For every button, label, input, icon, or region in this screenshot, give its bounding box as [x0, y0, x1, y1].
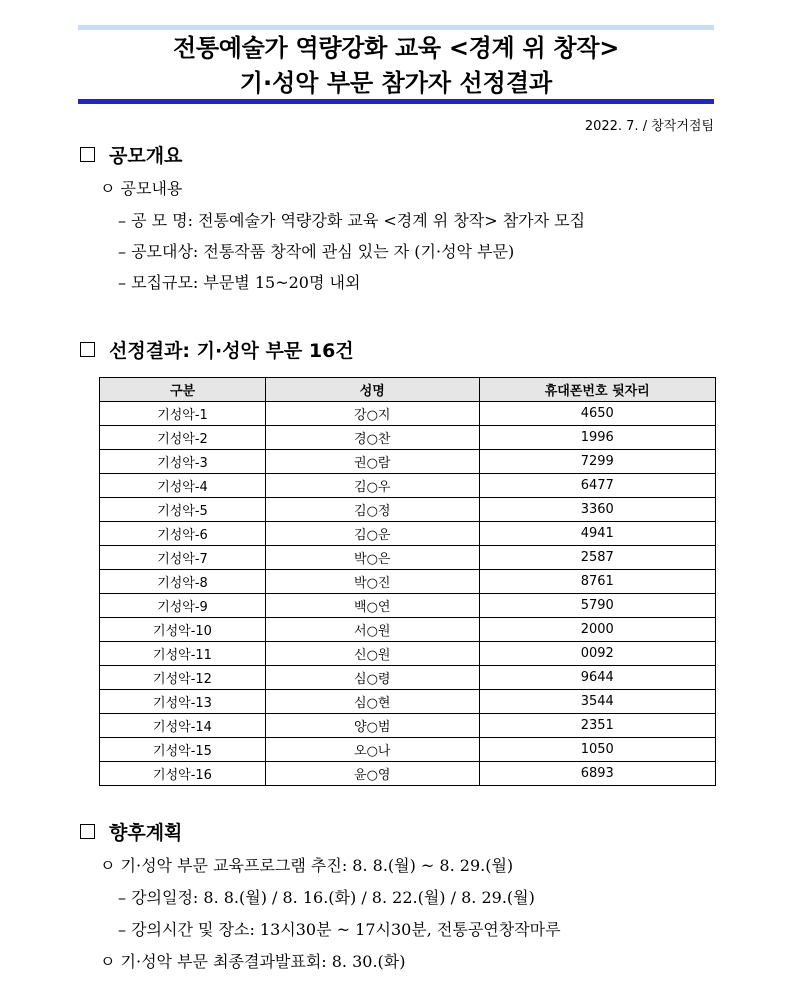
cell-phone: 2351	[479, 714, 715, 738]
cell-category: 기성악-12	[100, 666, 266, 690]
cell-category: 기성악-8	[100, 570, 266, 594]
cell-phone: 4650	[479, 402, 715, 426]
table-row	[100, 546, 716, 570]
table-row	[100, 714, 716, 738]
cell-phone: 2000	[479, 618, 715, 642]
cell-phone: 6477	[479, 474, 715, 498]
title-bottom-bar	[78, 99, 714, 104]
cell-phone: 3360	[479, 498, 715, 522]
cell-phone: 0092	[479, 642, 715, 666]
page-title-line1: 전통예술가 역량강화 교육 <경계 위 창작>	[172, 34, 620, 62]
cell-name: 권○람	[266, 450, 480, 474]
table-row	[100, 498, 716, 522]
table-row	[100, 690, 716, 714]
cell-category: 기성악-1	[100, 402, 266, 426]
cell-phone: 9644	[479, 666, 715, 690]
cell-category: 기성악-3	[100, 450, 266, 474]
plan-sub: ㅇ 기·성악 부문 최종결과발표회: 8. 30.(화)	[100, 952, 406, 971]
section-plan-text: 향후계획	[109, 822, 183, 844]
cell-category: 기성악-14	[100, 714, 266, 738]
table-row	[100, 402, 716, 426]
cell-name: 백○연	[266, 594, 480, 618]
cell-name: 박○은	[266, 546, 480, 570]
page-title-line2: 기·성악 부문 참가자 선정결과	[239, 69, 553, 97]
cell-category: 기성악-2	[100, 426, 266, 450]
table-row	[100, 642, 716, 666]
cell-phone: 2587	[479, 546, 715, 570]
checkbox-square-icon	[80, 342, 95, 357]
cell-category: 기성악-4	[100, 474, 266, 498]
cell-phone: 4941	[479, 522, 715, 546]
section-result-text: 선정결과: 기·성악 부문 16건	[109, 340, 354, 362]
header-phone: 휴대폰번호 뒷자리	[479, 378, 715, 402]
cell-category: 기성악-10	[100, 618, 266, 642]
overview-item: – 공 모 명: 전통예술가 역량강화 교육 <경계 위 창작> 참가자 모집	[118, 211, 586, 230]
cell-name: 심○현	[266, 690, 480, 714]
table-row	[100, 738, 716, 762]
cell-phone: 3544	[479, 690, 715, 714]
cell-phone: 6893	[479, 762, 715, 786]
plan-item: – 강의시간 및 장소: 13시30분 ~ 17시30분, 전통공연창작마루	[118, 920, 561, 939]
cell-phone: 1050	[479, 738, 715, 762]
cell-phone: 5790	[479, 594, 715, 618]
cell-category: 기성악-15	[100, 738, 266, 762]
table-row	[100, 474, 716, 498]
result-table	[99, 377, 716, 786]
cell-name: 김○정	[266, 498, 480, 522]
cell-name: 김○운	[266, 522, 480, 546]
cell-category: 기성악-9	[100, 594, 266, 618]
cell-phone: 7299	[479, 450, 715, 474]
overview-sub: ㅇ 공모내용	[100, 179, 183, 198]
cell-name: 경○찬	[266, 426, 480, 450]
table-row	[100, 666, 716, 690]
header-name: 성명	[266, 378, 480, 402]
table-row	[100, 450, 716, 474]
cell-name: 김○우	[266, 474, 480, 498]
checkbox-square-icon	[80, 824, 95, 839]
plan-item: – 강의일정: 8. 8.(월) / 8. 16.(화) / 8. 22.(월) / 8. 29.(월)	[118, 888, 535, 907]
cell-name: 신○원	[266, 642, 480, 666]
table-row	[100, 618, 716, 642]
cell-name: 강○지	[266, 402, 480, 426]
cell-name: 양○범	[266, 714, 480, 738]
overview-item: – 공모대상: 전통작품 창작에 관심 있는 자 (기·성악 부문)	[118, 242, 515, 261]
checkbox-square-icon	[80, 147, 95, 162]
cell-name: 심○령	[266, 666, 480, 690]
cell-category: 기성악-5	[100, 498, 266, 522]
date-team: 2022. 7. / 창작거점팀	[584, 119, 714, 134]
table-row	[100, 594, 716, 618]
table-row	[100, 762, 716, 786]
table-row	[100, 522, 716, 546]
overview-item: – 모집규모: 부문별 15~20명 내외	[118, 273, 361, 292]
cell-phone: 1996	[479, 426, 715, 450]
section-overview-heading	[80, 143, 182, 169]
table-header-row	[100, 378, 716, 402]
cell-name: 오○나	[266, 738, 480, 762]
cell-category: 기성악-16	[100, 762, 266, 786]
plan-sub: ㅇ 기·성악 부문 교육프로그램 추진: 8. 8.(월) ~ 8. 29.(월)	[100, 856, 514, 875]
table-row	[100, 570, 716, 594]
section-plan-heading	[80, 820, 182, 846]
cell-name: 서○원	[266, 618, 480, 642]
section-overview-text: 공모개요	[109, 145, 183, 167]
cell-category: 기성악-7	[100, 546, 266, 570]
cell-category: 기성악-11	[100, 642, 266, 666]
table-row	[100, 426, 716, 450]
cell-category: 기성악-6	[100, 522, 266, 546]
header-category: 구분	[100, 378, 266, 402]
section-result-heading	[80, 338, 354, 364]
cell-name: 박○진	[266, 570, 480, 594]
cell-name: 윤○영	[266, 762, 480, 786]
cell-category: 기성악-13	[100, 690, 266, 714]
cell-phone: 8761	[479, 570, 715, 594]
